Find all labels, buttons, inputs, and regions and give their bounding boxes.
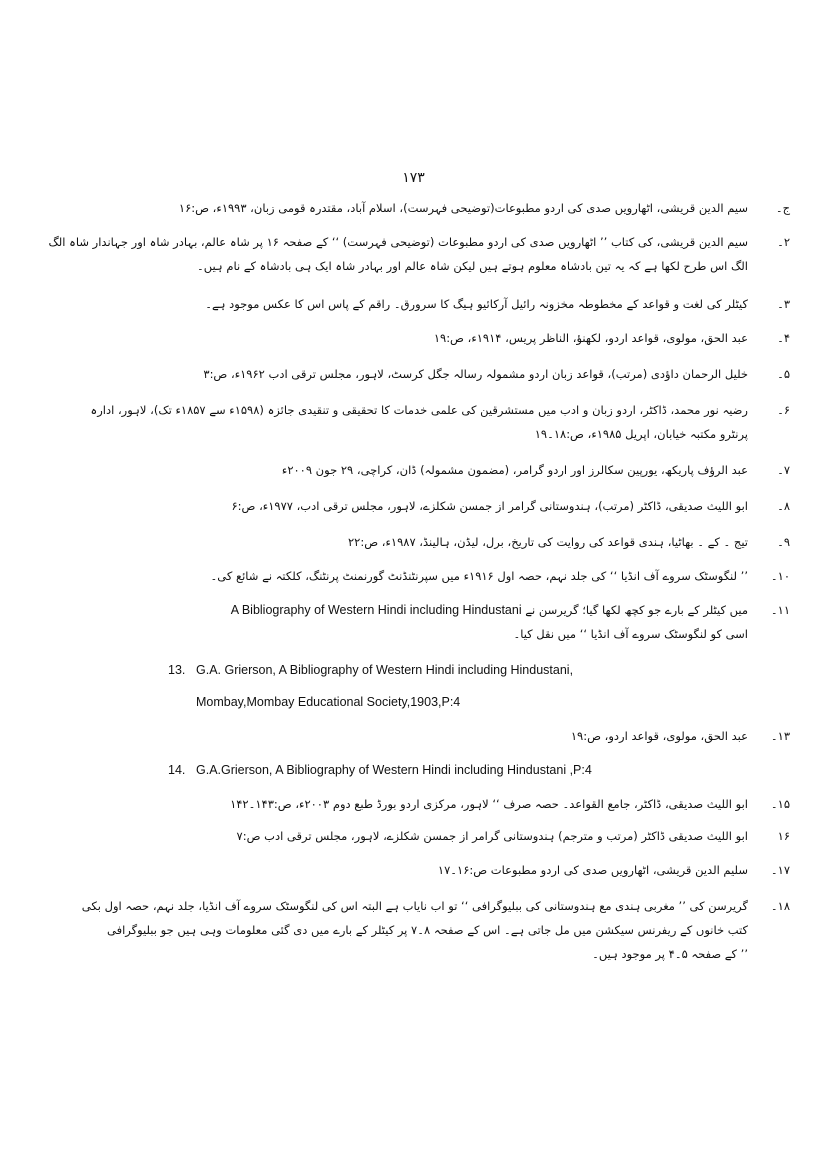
footnote-text: کیٹلر کی لغت و قواعد کے مخطوطہ مخزونہ رائیل آرکائیو ہیگ کا سرورق۔ راقم کے پاس اس کا عکس موجود ہے۔ bbox=[205, 297, 748, 311]
footnote-text: پرنٹرو مکتبہ خیابان، اپریل ۱۹۸۵ء، ص:۱۸۔۱۹ bbox=[534, 427, 748, 441]
footnote-text: سلیم الدین قریشی، اٹھارویں صدی کی اردو مطبوعات ص:۱۶۔۱۷ bbox=[437, 863, 748, 877]
footnote-text: ’’ لنگوسٹک سروے آف انڈیا ‘‘ کی جلد نہم، حصہ اول ۱۹۱۶ء میں سپرنٹنڈنٹ گورنمنٹ پرنٹنگ، کلکتہ نے شائع کی۔ bbox=[210, 569, 748, 583]
footnote-text: خلیل الرحمان داؤدی (مرتب)، قواعد زبان اردو مشمولہ رسالہ جگل کرسٹ، لاہور، مجلس ترقی ادب ۱۹۶۲ء، ص:۳ bbox=[203, 367, 748, 381]
footnote-number: ۸۔ bbox=[777, 499, 790, 513]
english-footnote-14 bbox=[168, 754, 788, 786]
footnote-number: ۱۳۔ bbox=[770, 729, 790, 743]
footnote-text: سیم الدین قریشی، اٹھارویں صدی کی اردو مطبوعات(توضیحی فہرست)، اسلام آباد، مقتدرہ قومی زبان، ۱۹۹۳ء، ص:۱۶ bbox=[178, 201, 748, 215]
footnote-number: ۹۔ bbox=[777, 535, 790, 549]
footnote-number: ۳۔ bbox=[777, 297, 790, 311]
footnote-13 bbox=[160, 724, 790, 748]
footnote-book-title: A Bibliography of Western Hindi including Hindustani bbox=[230, 603, 522, 617]
page-number: ۱۷۳ bbox=[402, 170, 425, 186]
footnote-3 bbox=[160, 292, 790, 316]
footnote-9 bbox=[160, 530, 790, 554]
footnote-text: سیم الدین قریشی، کی کتاب ’’ اٹھارویں صدی کی اردو مطبوعات (توضیحی فہرست) ‘‘ کے صفحہ ۱۶ پر شاہ عالم، بہادر شاہ اور جہاندار شاہ الگ bbox=[48, 235, 748, 249]
footnote-number: ۱۷۔ bbox=[770, 863, 790, 877]
footnote-text: عبد الحق، مولوی، قواعد اردو، لکھنؤ، الناظر پریس، ۱۹۱۴ء، ص:۱۹ bbox=[433, 331, 748, 345]
footnote-text: الگ اس طرح لکھا ہے کہ یہ تین بادشاہ معلوم ہوتے ہیں لیکن شاہ عالم اور بہادر شاہ ایک ہی بادشاہ کے نام ہیں۔ bbox=[196, 259, 748, 273]
footnote-8 bbox=[160, 494, 790, 518]
footnote-text: ابو اللیث صدیقی، ڈاکٹر، جامع القواعد۔ حصہ صرف ‘‘ لاہور، مرکزی اردو بورڈ طبع دوم ۲۰۰۳ء، ص:۱۴۳۔۱۴۲ bbox=[230, 797, 748, 811]
footnote-4 bbox=[160, 326, 790, 350]
footnote-11 bbox=[160, 598, 790, 646]
footnote-number: ۲۔ bbox=[777, 235, 790, 249]
footnote-text: ابو اللیث صدیقی ڈاکٹر (مرتب و مترجم) ہندوستانی گرامر از جمسن شکلزے، لاہور، مجلس ترقی ادب ص:۷ bbox=[236, 829, 748, 843]
footnote-2 bbox=[48, 230, 790, 278]
english-footnote-13 bbox=[168, 654, 788, 718]
footnote-18 bbox=[81, 894, 790, 966]
footnote-15 bbox=[160, 792, 790, 816]
footnote-10 bbox=[160, 564, 790, 588]
english-footnote-line bbox=[168, 654, 788, 686]
footnote-number: ۱۶ bbox=[777, 829, 790, 843]
footnote-number: ۱۱۔ bbox=[770, 603, 790, 617]
footnote-text: ’’ کے صفحہ ۵۔۴ پر موجود ہیں۔ bbox=[592, 947, 748, 961]
footnote-17 bbox=[160, 858, 790, 882]
english-footnote-line bbox=[168, 754, 788, 786]
footnote-text: ابو اللیث صدیقی، ڈاکٹر (مرتب)، ہندوستانی گرامر از جمسن شکلزے، لاہور، مجلس ترقی ادب، ۱۹۷۷ء، ص:۶ bbox=[231, 499, 748, 513]
footnote-number: ج۔ bbox=[775, 201, 790, 215]
footnote-text: گریرسن کی ’’ مغربی ہندی مع ہندوستانی کی ببلیوگرافی ‘‘ تو اب نایاب ہے البتہ اس کی لنگوسٹک سروے آف انڈیا، جلد نہم، حصہ اول بکی bbox=[81, 899, 748, 913]
footnote-text: Mombay,Mombay Educational Society,1903,P:4 bbox=[196, 695, 461, 709]
footnote-number: ۷۔ bbox=[777, 463, 790, 477]
footnote-number: 14. bbox=[168, 763, 186, 777]
footnote-j bbox=[160, 196, 790, 220]
footnote-5 bbox=[160, 362, 790, 386]
footnote-number: 13. bbox=[168, 663, 186, 677]
footnote-6 bbox=[90, 398, 790, 446]
footnote-text: کتب خانوں کے ریفرنس سیکشن میں مل جاتی ہے۔ اس کے صفحہ ۸۔۷ پر کیٹلر کے بارے میں دی گئی معلومات وہی ہیں جو ببلیوگرافی bbox=[106, 923, 748, 937]
footnote-text bbox=[160, 598, 748, 622]
footnote-text-urdu: میں کیٹلر کے بارے جو کچھ لکھا گیا؛ گریرسن نے bbox=[525, 603, 748, 617]
footnote-text: G.A.Grierson, A Bibliography of Western Hindi including Hindustani ,P:4 bbox=[196, 763, 592, 777]
footnote-text: اسی کو لنگوسٹک سروے آف انڈیا ‘‘ میں نقل کیا۔ bbox=[513, 627, 748, 641]
footnote-text: رضیہ نور محمد، ڈاکٹر، اردو زبان و ادب میں مستشرقین کی علمی خدمات کا تحقیقی و تنقیدی جائزہ (۱۵۹۸ء سے ۱۸۵۷ء تک)، لاہور، ادارہ bbox=[90, 403, 748, 417]
footnote-number: ۱۰۔ bbox=[770, 569, 790, 583]
footnote-number: ۴۔ bbox=[777, 331, 790, 345]
footnote-number: ۱۸۔ bbox=[770, 899, 790, 913]
footnote-text: تیج ۔ کے ۔ بھاٹیا، ہندی قواعد کی روایت کی تاریخ، برل، لیڈن، ہالینڈ، ۱۹۸۷ء، ص:۲۲ bbox=[348, 535, 748, 549]
footnote-text: G.A. Grierson, A Bibliography of Western Hindi including Hindustani, bbox=[196, 663, 574, 677]
footnote-text: عبد الرؤف پاریکھ، یورپین سکالرز اور اردو گرامر، (مضمون مشمولہ) ڈان، کراچی، ۲۹ جون ۲۰۰۹ء bbox=[281, 463, 748, 477]
footnote-number: ۶۔ bbox=[777, 403, 790, 417]
footnote-text: عبد الحق، مولوی، قواعد اردو، ص:۱۹ bbox=[570, 729, 748, 743]
footnote-16 bbox=[160, 824, 790, 848]
footnote-number: ۱۵۔ bbox=[770, 797, 790, 811]
footnote-7 bbox=[160, 458, 790, 482]
footnote-number: ۵۔ bbox=[777, 367, 790, 381]
